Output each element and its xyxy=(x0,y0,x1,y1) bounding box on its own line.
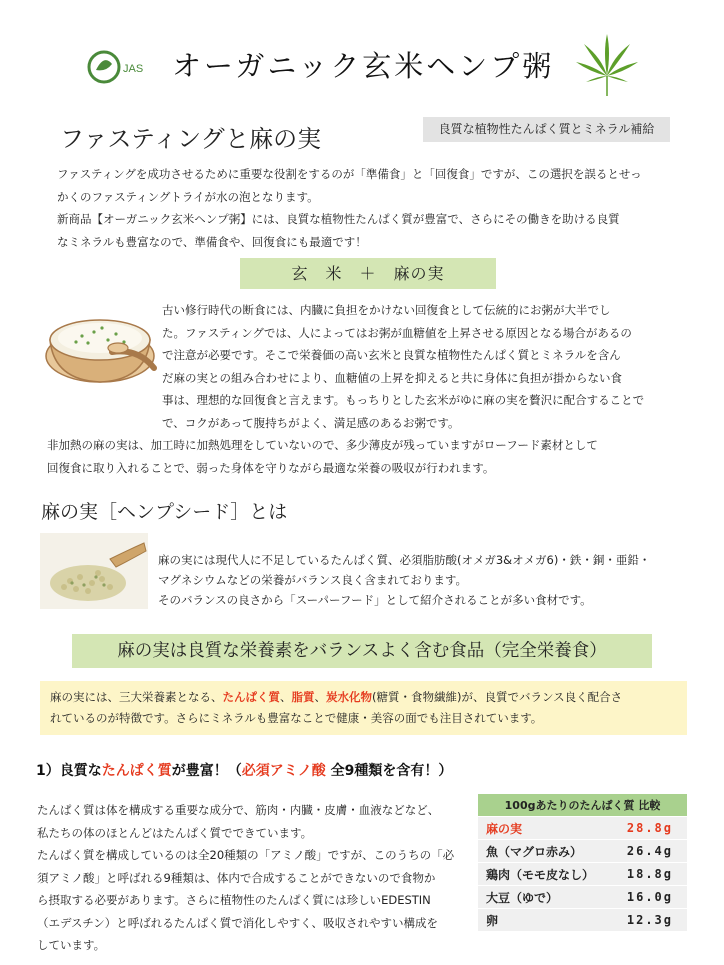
table-row xyxy=(478,909,687,931)
table-row xyxy=(478,886,687,908)
paragraph-line: そのバランスの良さから「スーパーフード」として紹介されることが多い食材です。 xyxy=(158,593,592,607)
jas-logo-text: JAS xyxy=(123,63,144,75)
paragraph-line: しています。 xyxy=(37,938,106,952)
table-row xyxy=(478,863,687,885)
macro-line xyxy=(50,687,687,708)
paragraph-line: で、コクがあって腹持ちがよく、満足感のあるお粥です。 xyxy=(162,415,460,430)
food-name-cell: 鶏肉（モモ皮なし） xyxy=(478,863,616,885)
raw-hemp-paragraph xyxy=(47,434,707,479)
traditional-fasting-paragraph xyxy=(162,299,687,434)
section-badge: 良質な植物性たんぱく質とミネラル補給 xyxy=(423,117,670,142)
protein-value-cell: 18.8g xyxy=(616,863,687,885)
jas-organic-logo xyxy=(86,46,148,92)
protein-value-cell: 26.4g xyxy=(616,840,687,862)
hemp-seed-paragraph xyxy=(158,550,698,610)
paragraph-line: ら摂取する必要があります。さらに植物性のたんぱく質には珍しいEDESTIN xyxy=(37,893,431,907)
paragraph-line: たんぱく質は体を構成する重要な成分で、筋肉・内臓・皮膚・血液などなど、 xyxy=(37,803,440,817)
fat-highlight: 脂質 xyxy=(291,690,315,704)
table-header: 100gあたりのたんぱく質 比較 xyxy=(478,794,687,816)
protein-section-heading xyxy=(36,760,452,780)
paragraph-line: マグネシウムなどの栄養がバランス良く含まれております。 xyxy=(158,573,468,587)
paragraph-line: で注意が必要です。そこで栄養価の高い玄米と良質な植物性たんぱく質とミネラルを含ん xyxy=(162,348,621,362)
section-heading-hemp-seed: 麻の実［ヘンプシード］とは xyxy=(41,501,288,523)
food-name-cell: 大豆（ゆで） xyxy=(478,886,616,908)
paragraph-line: かくのファスティングトライが水の泡となります。 xyxy=(57,189,319,204)
paragraph-line: 古い修行時代の断食には、内臓に負担をかけない回復食として伝統的にお粥が大半でし xyxy=(162,303,611,317)
protein-value-cell: 28.8g xyxy=(616,817,687,839)
page-title: オーガニック玄米ヘンプ粥 xyxy=(172,49,555,83)
table-header-row xyxy=(478,794,687,816)
table-row xyxy=(478,840,687,862)
food-name-cell: 麻の実 xyxy=(478,817,616,839)
heading-text: 1）良質な xyxy=(36,763,102,779)
paragraph-line: 回復食に取り入れることで、弱った身体を守りながら最適な栄養の吸収が行われます。 xyxy=(47,460,495,475)
macro-separator: 、 xyxy=(280,690,292,704)
macronutrient-box xyxy=(40,681,687,735)
macro-text: (糖質・食物繊維)が、良質でバランス良く配合さ xyxy=(372,690,623,704)
carb-highlight: 炭水化物 xyxy=(326,690,372,704)
fasting-paragraph xyxy=(57,163,687,253)
macro-separator: 、 xyxy=(314,690,326,704)
heading-text: 全9種類を含有！） xyxy=(325,763,453,779)
porridge-bowl-illustration xyxy=(42,296,160,398)
paragraph-line: （エデスチン）と呼ばれるたんぱく質で消化しやすく、吸収されやすい構成を xyxy=(37,915,439,930)
heading-text: が豊富！（ xyxy=(171,763,242,779)
table-row xyxy=(478,817,687,839)
protein-value-cell: 12.3g xyxy=(616,909,687,931)
paragraph-line: 事は、理想的な回復食と言えます。もっちりとした玄米がゆに麻の実を贅沢に配合することで xyxy=(162,393,645,407)
paragraph-line: たんぱく質を構成しているのは全20種類の「アミノ酸」ですが、このうちの「必 xyxy=(37,848,455,862)
protein-highlight: たんぱく質 xyxy=(222,690,280,704)
paragraph-line: 私たちの体のほとんどはたんぱく質でできています。 xyxy=(37,825,313,840)
macro-line: れているのが特徴です。さらにミネラルも豊富なことで健康・美容の面でも注目されています。 xyxy=(50,711,543,725)
food-name-cell: 卵 xyxy=(478,909,616,931)
paragraph-line: ファスティングを成功させるために重要な役割をするのが「準備食」と「回復食」ですが、この選択を誤るとせっ xyxy=(57,167,642,181)
paragraph-line: 新商品【オーガニック玄米ヘンプ粥】には、良質な植物性たんぱく質が豊富で、さらにその働きを助ける良質 xyxy=(57,212,620,226)
paragraph-line: 非加熱の麻の実は、加工時に加熱処理をしていないので、多少薄皮が残っていますがローフード素材として xyxy=(47,438,598,452)
protein-comparison-table xyxy=(478,793,687,932)
paragraph-line: 麻の実には現代人に不足しているたんぱく質、必須脂肪酸(オメガ3&オメガ6)・鉄・銅・亜鉛・ xyxy=(158,553,651,567)
paragraph-line: た。ファスティングでは、人によってはお粥が血糖値を上昇させる原因となる場合があるの xyxy=(162,325,632,340)
food-name-cell: 魚（マグロ赤み） xyxy=(478,840,616,862)
complete-nutrition-banner: 麻の実は良質な栄養素をバランスよく含む食品（完全栄養食） xyxy=(72,634,652,668)
macro-text: 麻の実には、三大栄養素となる、 xyxy=(50,690,223,704)
brown-rice-hemp-banner: 玄 米 ＋ 麻の実 xyxy=(240,258,496,289)
section-heading-fasting: ファスティングと麻の実 xyxy=(60,125,322,153)
paragraph-line: だ麻の実との組み合わせにより、血糖値の上昇を抑えると共に身体に負担が掛からない食 xyxy=(162,370,622,385)
protein-paragraph xyxy=(37,799,477,957)
protein-value-cell: 16.0g xyxy=(616,886,687,908)
hemp-seeds-photo xyxy=(40,533,148,613)
hemp-leaf-icon xyxy=(572,32,642,102)
paragraph-line: なミネラルも豊富なので、準備食や、回復食にも最適です！ xyxy=(57,234,367,249)
heading-highlight: 必須アミノ酸 xyxy=(241,763,326,779)
paragraph-line: 須アミノ酸」と呼ばれる9種類は、体内で合成することができないので食物か xyxy=(37,870,436,885)
heading-highlight: たんぱく質 xyxy=(101,763,172,779)
